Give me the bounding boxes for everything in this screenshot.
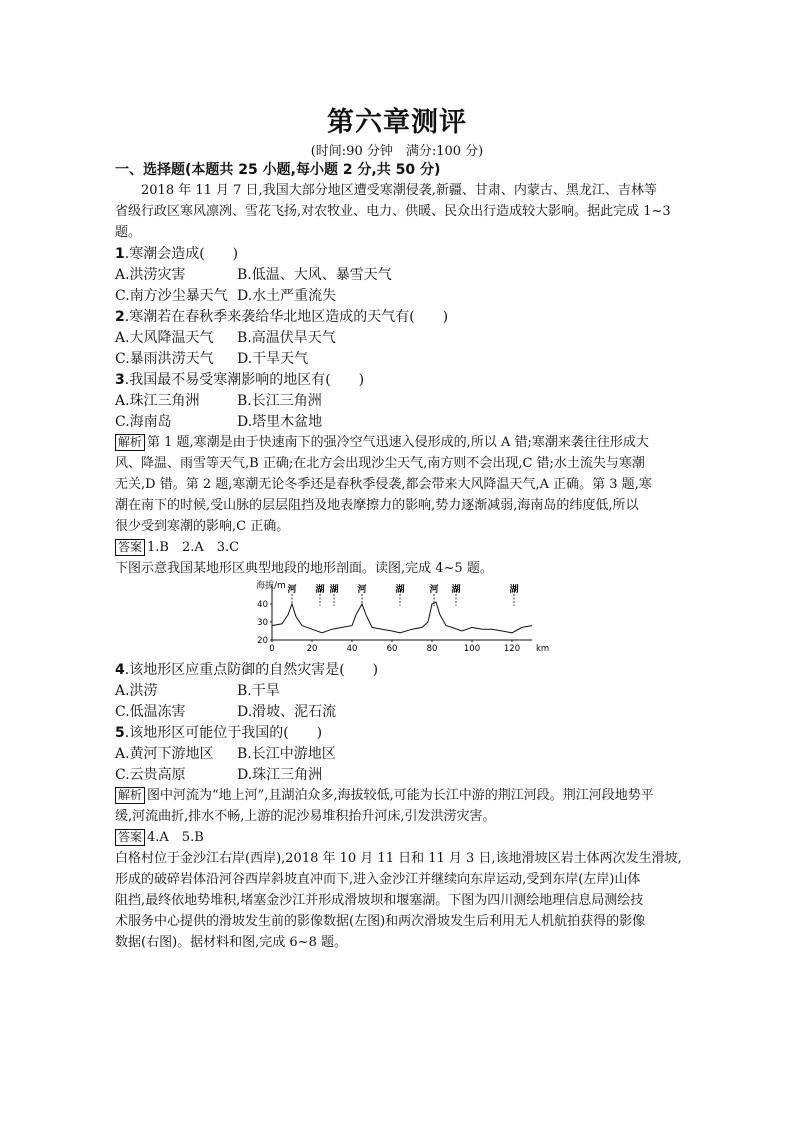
analysis-tag: 解析 <box>115 787 145 804</box>
answer-line: 答案 4.A 5.B <box>115 828 695 848</box>
exam-meta: (时间:90 分钟 满分:100 分) <box>310 144 484 159</box>
question-options: A.黄河下游地区 B.长江中游地区 <box>115 746 336 762</box>
chart-ticks <box>257 600 549 654</box>
material-line: 数据(右图)。据材料和图,完成 6~8 题。 <box>115 935 347 950</box>
analysis-line: 潮在南下的时候,受山脉的层层阻挡及地表摩擦力的影响,势力逐渐减弱,海南岛的纬度低,所以 <box>115 498 639 513</box>
analysis-line: 风、降温、雨雪等天气,B 正确;在北方会出现沙尘天气,南方则不会出现,C 错;水土流失与寒潮 <box>115 456 645 471</box>
x-tick-label: 20 <box>306 644 318 654</box>
material-line: 阻挡,最终依地势堆积,堵塞金沙江并形成滑坡坝和堰塞湖。下图为四川测绘地理信息局测绘技 <box>115 893 644 908</box>
material-line: 2018 年 11 月 7 日,我国大部分地区遭受寒潮侵袭,新疆、甘肃、内蒙古、黑龙江、吉林等 <box>141 183 657 198</box>
x-tick-label: 80 <box>426 644 438 654</box>
material-line: 下图示意我国某地形区典型地段的地形剖面。读图,完成 4~5 题。 <box>115 561 493 576</box>
annotation-label: 河 <box>287 585 297 595</box>
analysis-line: 很少受到寒潮的影响,C 正确。 <box>115 519 290 534</box>
x-tick-label: 60 <box>386 644 398 654</box>
annotation-label: 湖 <box>395 585 405 595</box>
question-options: A.大风降温天气 B.高温伏旱天气 <box>115 330 336 346</box>
question-options: C.海南岛 D.塔里木盆地 <box>115 414 323 430</box>
question-options: C.暴雨洪涝天气 D.干旱天气 <box>115 351 309 367</box>
y-tick-label: 20 <box>257 636 268 646</box>
terrain-profile-chart <box>250 578 550 656</box>
analysis-line: 解析 图中河流为“地上河”,且湖泊众多,海拔较低,可能为长江中游的荆江河段。荆江河段地势平 <box>115 786 695 806</box>
analysis-tag: 解析 <box>115 434 145 451</box>
material-line: 术服务中心提供的滑坡发生前的影像数据(左图)和两次滑坡发生后利用无人机航拍获得的影像 <box>115 914 646 929</box>
analysis-line: 无关,D 错。第 2 题,寒潮无论冬季还是春秋季侵袭,都会带来大风降温天气,A 正确。第 3 题,寒 <box>115 477 652 492</box>
y-tick-label: 30 <box>257 618 268 628</box>
answer-tag: 答案 <box>115 829 145 846</box>
question-stem: 5.该地形区可能位于我国的( ) <box>115 725 323 741</box>
page-title: 第六章测评 <box>327 107 467 138</box>
section-heading: 一、选择题(本题共 25 小题,每小题 2 分,共 50 分) <box>115 162 441 178</box>
annotation-label: 湖 <box>451 585 461 595</box>
question-stem: 3.我国最不易受寒潮影响的地区有( ) <box>115 372 365 388</box>
material-line: 题。 <box>115 225 142 240</box>
question-options: C.南方沙尘暴天气 D.水土严重流失 <box>115 288 337 304</box>
annotation-label: 湖 <box>315 585 325 595</box>
annotation-label: 湖 <box>329 585 339 595</box>
y-axis-label: 海拔/m <box>256 581 286 591</box>
analysis-line: 缓,河流曲折,排水不畅,上游的泥沙易堆积抬升河床,引发洪涝灾害。 <box>115 809 496 824</box>
chart-annotations <box>287 583 518 606</box>
material-line: 白格村位于金沙江右岸(西岸),2018 年 10 月 11 日和 11 月 3 日,该地滑坡区岩土体两次发生滑坡, <box>115 851 682 866</box>
question-stem: 1.寒潮会造成( ) <box>115 246 239 262</box>
analysis-line: 解析 第 1 题,寒潮是由于快速南下的强冷空气迅速入侵形成的,所以 A 错;寒潮来袭往往形成大 <box>115 433 695 453</box>
question-stem: 4.该地形区应重点防御的自然灾害是( ) <box>115 662 379 678</box>
question-options: A.洪涝 B.干旱 <box>115 683 280 699</box>
answer-line: 答案 1.B 2.A 3.C <box>115 538 695 558</box>
question-options: C.低温冻害 D.滑坡、泥石流 <box>115 704 337 720</box>
annotation-label: 湖 <box>509 585 519 595</box>
annotation-label: 河 <box>357 585 367 595</box>
question-options: C.云贵高原 D.珠江三角洲 <box>115 767 323 783</box>
annotation-label: 河 <box>429 585 439 595</box>
y-tick-label: 40 <box>257 600 268 610</box>
terrain-profile-line <box>272 602 532 633</box>
material-line: 省级行政区寒风凛冽、雪花飞扬,对农牧业、电力、供暖、民众出行造成较大影响。据此完成 1~3 <box>115 204 671 219</box>
material-line: 形成的破碎岩体沿河谷西岸斜坡直冲而下,进入金沙江并继续向东岸运动,受到东岸(左岸)山体 <box>115 872 641 887</box>
question-options: A.珠江三角洲 B.长江三角洲 <box>115 393 322 409</box>
x-axis-label: km <box>536 644 550 654</box>
question-options: A.洪涝灾害 B.低温、大风、暴雪天气 <box>115 267 392 283</box>
x-tick-label: 100 <box>463 644 481 654</box>
x-tick-label: 120 <box>503 644 521 654</box>
question-stem: 2.寒潮若在春秋季来袭给华北地区造成的天气有( ) <box>115 309 449 325</box>
x-tick-label: 40 <box>346 644 358 654</box>
answer-tag: 答案 <box>115 539 145 556</box>
x-tick-label: 0 <box>269 644 275 654</box>
